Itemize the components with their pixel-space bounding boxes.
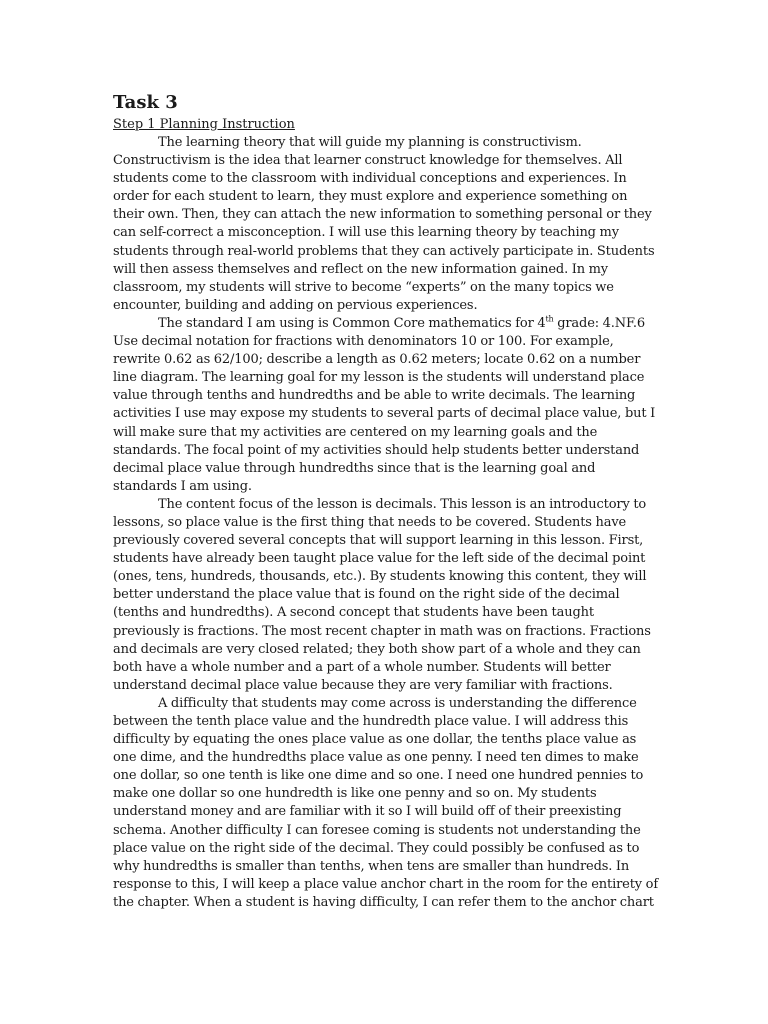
paragraph-content-focus: The content focus of the lesson is decimals. This lesson is an introductory to lessons, so place value is the first thing that needs to be covered. Students have previously covered several concepts that will support learning in this lesson. First, students have already been taught place value for the left side of the decimal point (ones, tens, hundreds, thousands, etc.). By students knowing this content, they will better understand the place value that is found on the right side of the decimal (tenths and hundredths). A second concept that students have been taught previously is fractions. The most recent chapter in math was on fractions. Fractions and decimals are very closed related; they both show part of a whole and they can both have a whole number and a part of a whole number. Students will better understand decimal place value because they are very familiar with fractions. xyxy=(113,496,651,693)
document-title: Task 3 xyxy=(113,92,178,113)
paragraph-standard-text-end: grade: 4.NF.6 Use decimal notation for fractions with denominators 10 or 100. For example, rewrite 0.62 as 62/100; describe a length as 0.62 meters; locate 0.62 on a number line diagram. The learning goal for my lesson is the students will understand place value through tenths and hundredths and be able to write decimals. The learning activities I use may expose my students to several parts of decimal place value, but I will make sure that my activities are centered on my learning goals and the standards. The focal point of my activities should help students better understand decimal place value through hundredths since that is the learning goal and standards I am using. xyxy=(113,315,656,494)
paragraph-standard xyxy=(113,315,659,496)
paragraph-standard-text-start: The standard I am using is Common Core mathematics for 4 xyxy=(158,315,546,331)
section-heading: Step 1 Planning Instruction xyxy=(113,117,295,132)
document-page xyxy=(113,92,659,912)
paragraph-difficulty: A difficulty that students may come across is understanding the difference between the tenth place value and the hundredth place value. I will address this difficulty by equating the ones place value as one dollar, the tenths place value as one dime, and the hundredths place value as one penny. I need ten dimes to make one dollar, so one tenth is like one dime and so one. I need one hundred pennies to make one dollar so one hundredth is like one penny and so on. My students understand money and are familiar with it so I will build off of their preexisting schema. Another difficulty I can foresee coming is students not understanding the place value on the right side of the decimal. They could possibly be confused as to why hundredths is smaller than tenths, when tens are smaller than hundreds. In response to this, I will keep a place value anchor chart in the room for the entirety of the chapter. When a student is having difficulty, I can refer them to the anchor chart xyxy=(113,695,658,910)
ordinal-superscript: th xyxy=(545,314,554,324)
paragraph-learning-theory: The learning theory that will guide my planning is constructivism. Constructivism is the idea that learner construct knowledge for themselves. All students come to the classroom with individual conceptions and experiences. In order for each student to learn, they must explore and experience something on their own. Then, they can attach the new information to something personal or they can self-correct a misconception. I will use this learning theory by teaching my students through real-world problems that they can actively participate in. Students will then assess themselves and reflect on the new information gained. In my classroom, my students will strive to become “experts” on the many topics we encounter, building and adding on pervious experiences. xyxy=(113,135,655,313)
